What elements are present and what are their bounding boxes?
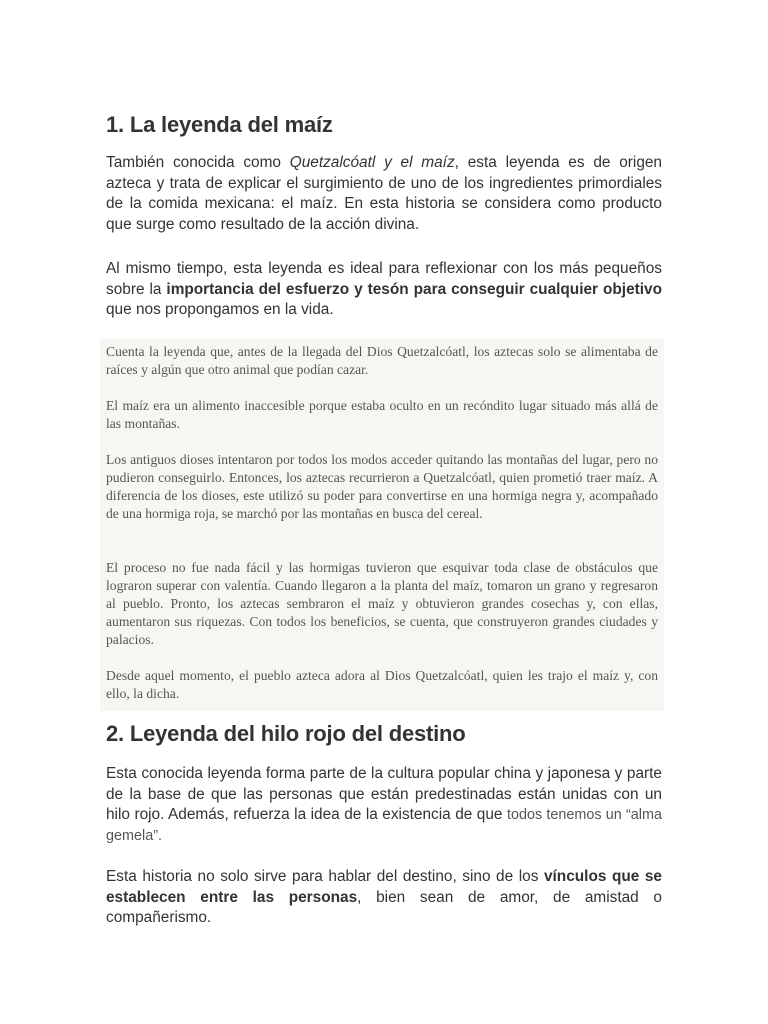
section-heading-maiz: 1. La leyenda del maíz <box>106 112 333 137</box>
quote-paragraph: Desde aquel momento, el pueblo azteca adora al Dios Quetzalcóatl, quien les trajo el maíz y, con ello, la dicha. <box>106 668 658 701</box>
text-segment: , bien sean de amor, de amistad o compañerismo. <box>106 888 662 926</box>
quote-paragraph: Los antiguos dioses intentaron por todos los modos acceder quitando las montañas del lugar, pero no pudieron conseguirlo. Entonces, los aztecas recurrieron a Quetzalcóatl, quien prometió traer maíz. A diferencia de los dioses, este utilizó su poder para convertirse en una hormiga negra y, acompañado de una hormiga roja, se marchó por las montañas en busca del cereal. <box>106 452 658 521</box>
bold-highlight: importancia del esfuerzo y tesón para conseguir cualquier objetivo <box>166 280 663 298</box>
paragraph-intro-maiz <box>106 153 662 235</box>
text-segment: Esta historia no solo sirve para hablar del destino, sino de los <box>106 868 544 885</box>
text-segment: Al mismo tiempo, esta leyenda es ideal para reflexionar con los más pequeños sobre la <box>106 260 662 298</box>
section-heading-hilo-rojo: 2. Leyenda del hilo rojo del destino <box>106 721 466 746</box>
text-segment: , esta leyenda es de origen azteca y trata de explicar el surgimiento de uno de los ingredientes primordiales de la comida mexicana: el maíz. En esta historia se considera como producto que surge como resultado de la acción divina. <box>106 154 662 233</box>
quote-paragraph: El maíz era un alimento inaccesible porque estaba oculto en un recóndito lugar situado más allá de las montañas. <box>106 398 658 431</box>
text-segment: que nos propongamos en la vida. <box>106 301 334 318</box>
paragraph-vinculos <box>106 867 662 929</box>
bold-highlight: vínculos que se establecen entre las personas <box>106 868 662 906</box>
paragraph-intro-hilo <box>106 764 662 846</box>
legend-quote-box <box>100 339 664 711</box>
text-segment: También conocida como <box>106 154 290 171</box>
quote-paragraph: Cuenta la leyenda que, antes de la llegada del Dios Quetzalcóatl, los aztecas solo se alimentaba de raíces y algún que otro animal que podían cazar. <box>106 344 658 377</box>
quote-paragraph: El proceso no fue nada fácil y las hormigas tuvieron que esquivar toda clase de obstáculos que lograron superar con valentía. Cuando llegaron a la planta del maíz, tomaron un grano y regresaron al pueblo. Pronto, los aztecas sembraron el maíz y obtuvieron grandes cosechas y, con ellas, aumentaron sus riquezas. Con todos los beneficios, se cuenta, que construyeron grandes ciudades y palacios. <box>106 560 658 647</box>
light-text-segment: todos tenemos un “alma gemela”. <box>106 807 662 844</box>
paragraph-reflection <box>106 259 662 321</box>
text-segment: Esta conocida leyenda forma parte de la cultura popular china y japonesa y parte de la base de que las personas que están predestinadas están unidas con un hilo rojo. Además, refuerza la idea de la existencia de que <box>106 765 662 823</box>
emphasis-title: Quetzalcóatl y el maíz <box>289 154 455 171</box>
